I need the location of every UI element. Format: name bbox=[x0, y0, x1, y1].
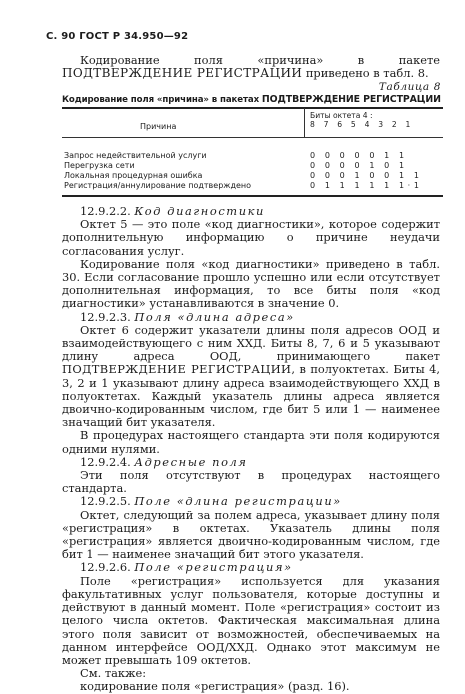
table-caption-caps: ПОДТВЕРЖДЕНИЕ РЕГИСТРАЦИИ bbox=[261, 94, 441, 105]
table-cell-bits: 0 0 0 1 0 0 1 1 bbox=[310, 171, 423, 180]
section-heading bbox=[62, 495, 440, 508]
section-number: 12.9.2.5. bbox=[80, 494, 131, 509]
paragraph: Октет, следующий за полем адреса, указывает длину поля «регистрация» в октетах. Указатель длины поля «регистрация» является двоично-кодированным числом, где бит 1 — наименее значащий бит этого указателя. bbox=[62, 507, 440, 562]
intro-text-2: приведено в табл. 8. bbox=[302, 66, 429, 80]
section-number: 12.9.2.3. bbox=[80, 309, 131, 324]
paragraph: Поле «регистрация» используется для указания факультативных услуг пользователя, которые доступны и действуют в данный момент. Поле «регистрация» состоит из целого числа октетов. Фактическая максимальная длина этого поля зависит от возможностей, обеспечиваемых на данном интерфейсе ООД/ХХД. Однако этот максимум не может превышать 109 октетов. bbox=[62, 573, 440, 667]
paragraph: В процедурах настоящего стандарта эти поля кодируются одними нулями. bbox=[62, 428, 440, 456]
table-cell-bits: 0 0 0 0 1 0 1 bbox=[310, 161, 408, 170]
table-row bbox=[64, 181, 444, 191]
paragraph: Эти поля отсутствуют в процедурах настоящего стандарта. bbox=[62, 468, 440, 496]
table-caption bbox=[62, 94, 442, 105]
table-cell-reason: Запрос недействительной услуги bbox=[64, 151, 207, 160]
table-cell-bits: 0 1 1 1 1 1 1·1 bbox=[310, 181, 423, 190]
table-row bbox=[64, 161, 444, 171]
table-header-reason: Причина bbox=[140, 122, 177, 131]
paragraph: Октет 5 — это поле «код диагностики», которое содержит дополнительную информацию о причине неудачи согласования услуг. bbox=[62, 217, 440, 258]
table-header-bits-title: Биты октета 4 : bbox=[310, 111, 373, 120]
table-top-rule bbox=[62, 107, 443, 109]
section-number: 12.9.2.4. bbox=[80, 454, 131, 469]
table-cell-reason: Локальная процедурная ошибка bbox=[64, 171, 203, 180]
section-title: Поле «длина регистрации» bbox=[134, 494, 342, 509]
table-row bbox=[64, 171, 444, 181]
table-caption-text: Кодирование поля «причина» в пакетах bbox=[62, 95, 262, 105]
section-title: Поле «регистрация» bbox=[134, 560, 293, 575]
paragraph-text: , в полуоктетах. Биты 4, 3, 2 и 1 указывают длину адреса взаимодействующего ХХД в полуоктетах. Каждый указатель длины адреса является двоично-кодированным числом, где бит 5 или 1 — наименее значащий бит указателя. bbox=[62, 362, 440, 430]
table-row bbox=[64, 151, 444, 161]
table-header-bits bbox=[310, 111, 414, 129]
table-cell-reason: Регистрация/аннулирование подтверждено bbox=[64, 181, 252, 190]
intro-paragraph bbox=[62, 54, 440, 80]
see-also-reference: кодирование поля «регистрация» (разд. 16). bbox=[80, 679, 350, 694]
page-header: С. 90 ГОСТ Р 34.950—92 bbox=[46, 31, 189, 42]
table-bottom-rule bbox=[62, 195, 443, 197]
document-body bbox=[62, 205, 440, 694]
section-title: Код диагностики bbox=[134, 204, 265, 218]
intro-text-1: Кодирование поля «причина» в пакете bbox=[80, 53, 440, 67]
section-heading bbox=[62, 561, 440, 574]
section-title: Поля «длина адреса» bbox=[134, 309, 295, 324]
table-cell-bits: 0 0 0 0 0 1 1 bbox=[310, 151, 408, 160]
section-number: 12.9.2.2. bbox=[80, 204, 131, 218]
see-also-label: См. также: bbox=[80, 666, 147, 681]
paragraph-text: Октет 6 содержит указатели длины поля адресов ООД и взаимодействующего с ним ХХД. Биты 8, 7, 6 и 5 указывают длину адреса ООД, принимающего пакет bbox=[62, 322, 440, 364]
table-label: Таблица 8 bbox=[378, 81, 441, 93]
intro-caps: ПОДТВЕРЖДЕНИЕ РЕГИСТРАЦИИ bbox=[62, 66, 303, 80]
table-header-rule bbox=[62, 137, 443, 138]
table-header-bits-numbers: 8 7 6 5 4 3 2 1 bbox=[310, 120, 414, 129]
section-number: 12.9.2.6. bbox=[80, 560, 131, 575]
paragraph bbox=[62, 324, 440, 430]
table-column-divider bbox=[304, 108, 305, 137]
table-cell-reason: Перегрузка сети bbox=[64, 161, 135, 170]
paragraph: Кодирование поля «код диагностики» приведено в табл. 30. Если согласование прошло успешно или если отсутствует дополнительная информация, то все биты поля «код диагностики» устанавливаются в значение 0. bbox=[62, 256, 440, 311]
paragraph-caps: ПОДТВЕРЖДЕНИЕ РЕГИСТРАЦИИ bbox=[62, 362, 292, 377]
section-title: Адресные поля bbox=[134, 454, 248, 469]
